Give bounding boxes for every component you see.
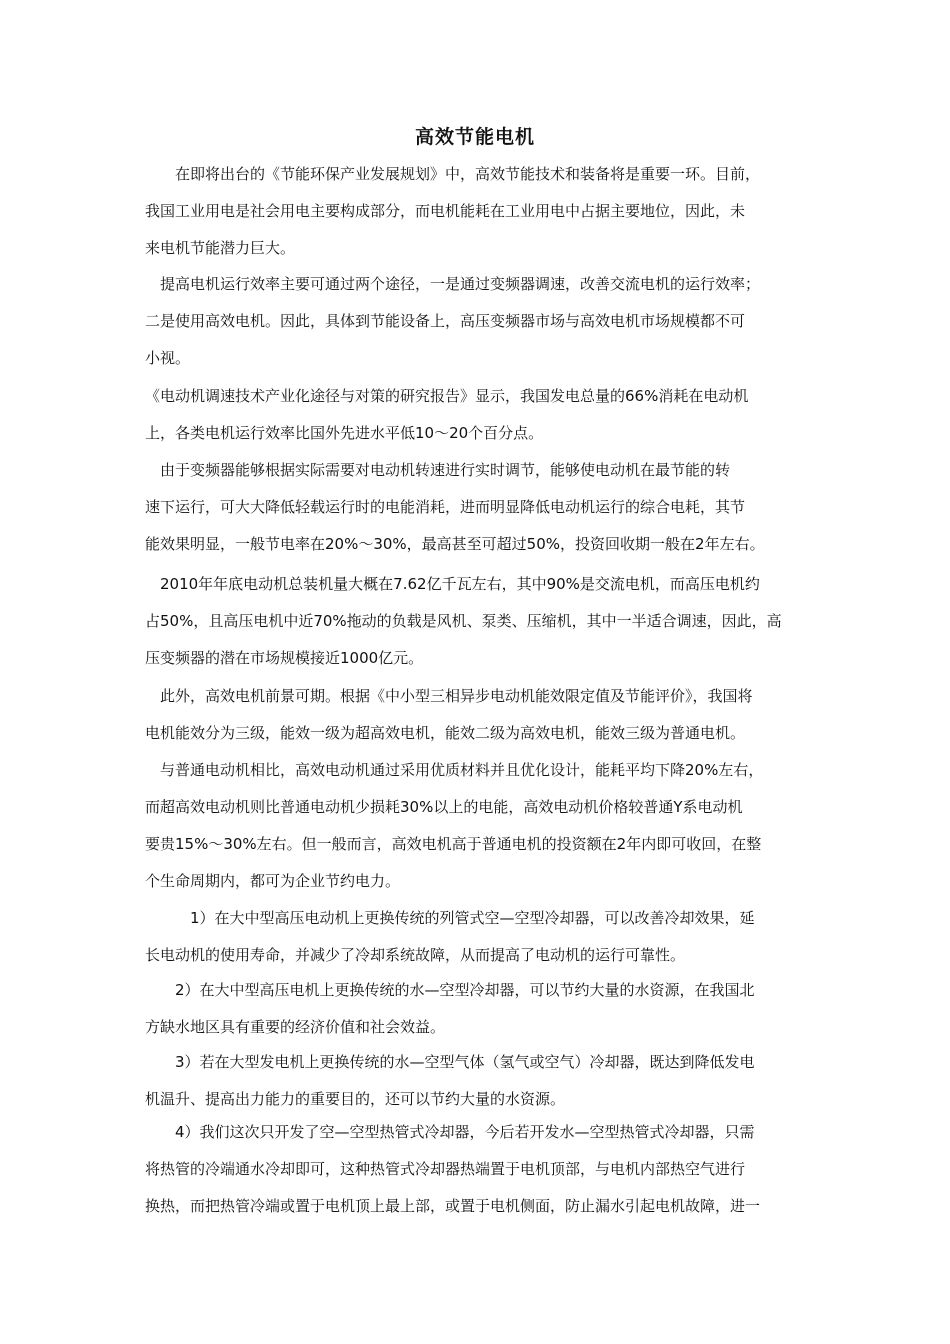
paragraph-line: 压变频器的潜在市场规模接近1000亿元。 — [145, 649, 424, 667]
paragraph-1 — [145, 156, 810, 267]
paragraph-line: 来电机节能潜力巨大。 — [145, 239, 296, 257]
paragraph-line: 2）在大中型高压电机上更换传统的水—空型冷却器，可以节约大量的水资源，在我国北 — [145, 981, 755, 999]
paragraph-line: 我国工业用电是社会用电主要构成部分，而电机能耗在工业用电中占据主要地位，因此，未 — [145, 202, 746, 220]
paragraph-line: 占50%，且高压电机中近70%拖动的负载是风机、泵类、压缩机，其中一半适合调速，因此，高 — [145, 612, 782, 630]
paragraph-line: 速下运行，可大大降低轻载运行时的电能消耗，进而明显降低电动机运行的综合电耗，其节 — [145, 498, 746, 516]
paragraph-line: 方缺水地区具有重要的经济价值和社会效益。 — [145, 1018, 446, 1036]
paragraph-line: 个生命周期内，都可为企业节约电力。 — [145, 872, 401, 890]
paragraph-9 — [145, 972, 810, 1046]
paragraph-line: 将热管的冷端通水冷却即可，这种热管式冷却器热端置于电机顶部，与电机内部热空气进行 — [145, 1160, 746, 1178]
paragraph-line: 4）我们这次只开发了空—空型热管式冷却器，今后若开发水—空型热管式冷却器，只需 — [145, 1123, 755, 1141]
paragraph-line: 上，各类电机运行效率比国外先进水平低10～20个百分点。 — [145, 424, 544, 442]
paragraph-8 — [145, 900, 810, 974]
paragraph-line: 二是使用高效电机。因此，具体到节能设备上，高压变频器市场与高效电机市场规模都不可 — [145, 312, 746, 330]
paragraph-line: 长电动机的使用寿命，并减少了冷却系统故障，从而提高了电动机的运行可靠性。 — [145, 946, 686, 964]
paragraph-line: 小视。 — [145, 349, 191, 367]
paragraph-line: 1）在大中型高压电动机上更换传统的列管式空—空型冷却器，可以改善冷却效果，延 — [145, 909, 755, 927]
paragraph-7 — [145, 752, 810, 900]
paragraph-6 — [145, 678, 810, 752]
paragraph-line: 《电动机调速技术产业化途径与对策的研究报告》显示，我国发电总量的66%消耗在电动机 — [145, 387, 749, 405]
paragraph-line: 此外，高效电机前景可期。根据《中小型三相异步电动机能效限定值及节能评价》，我国将 — [145, 687, 753, 705]
paragraph-3 — [145, 378, 810, 452]
paragraph-line: 电机能效分为三级，能效一级为超高效电机，能效二级为高效电机，能效三级为普通电机。 — [145, 724, 746, 742]
paragraph-10 — [145, 1044, 810, 1118]
paragraph-line: 在即将出台的《节能环保产业发展规划》中，高效节能技术和装备将是重要一环。目前， — [145, 165, 761, 183]
paragraph-line: 由于变频器能够根据实际需要对电动机转速进行实时调节，能够使电动机在最节能的转 — [145, 461, 731, 479]
paragraph-2 — [145, 266, 810, 377]
paragraph-line: 机温升、提高出力能力的重要目的，还可以节约大量的水资源。 — [145, 1090, 566, 1108]
paragraph-line: 2010年年底电动机总装机量大概在7.62亿千瓦左右，其中90%是交流电机，而高压电机约 — [145, 575, 760, 593]
paragraph-4 — [145, 452, 810, 563]
paragraph-line: 能效果明显，一般节电率在20%～30%，最高甚至可超过50%，投资回收期一般在2年左右。 — [145, 535, 765, 553]
paragraph-11 — [145, 1114, 810, 1225]
paragraph-line: 提高电机运行效率主要可通过两个途径，一是通过变频器调速，改善交流电机的运行效率； — [145, 275, 761, 293]
paragraph-line: 换热，而把热管冷端或置于电机顶上最上部，或置于电机侧面，防止漏水引起电机故障，进一 — [145, 1197, 761, 1215]
document-title: 高效节能电机 — [414, 126, 535, 148]
paragraph-line: 与普通电动机相比，高效电动机通过采用优质材料并且优化设计，能耗平均下降20%左右， — [145, 761, 764, 779]
paragraph-line: 3）若在大型发电机上更换传统的水—空型气体（氢气或空气）冷却器，既达到降低发电 — [145, 1053, 755, 1071]
paragraph-line: 要贵15%～30%左右。但一般而言，高效电机高于普通电机的投资额在2年内即可收回，在整 — [145, 835, 762, 853]
paragraph-line: 而超高效电动机则比普通电动机少损耗30%以上的电能，高效电动机价格较普通Y系电动机 — [145, 798, 743, 816]
paragraph-5 — [145, 566, 810, 677]
